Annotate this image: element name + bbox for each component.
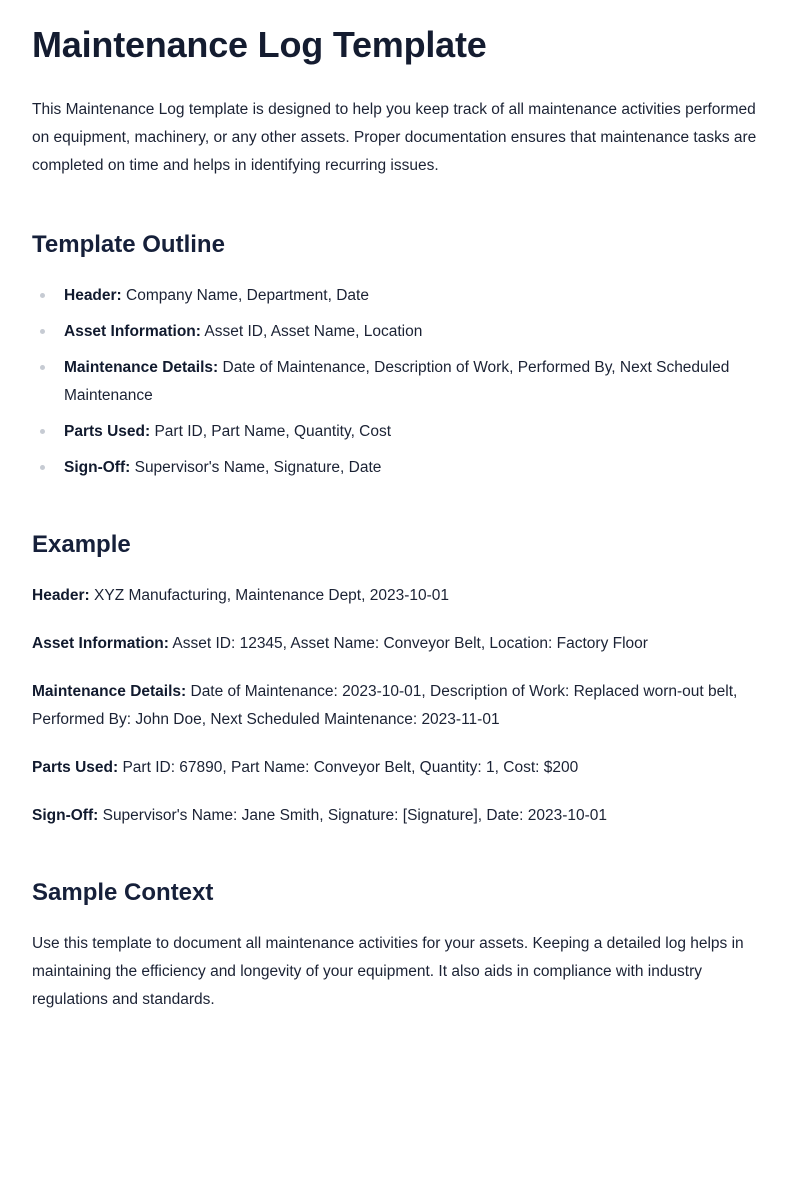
item-text: Date of Maintenance, Description of Work, Performed By, Next Scheduled Maintenance xyxy=(64,359,730,404)
example-entry xyxy=(32,802,768,830)
bullet-icon xyxy=(40,465,45,470)
bullet-icon xyxy=(40,293,45,298)
entry-label: Maintenance Details: xyxy=(32,683,187,700)
list-item xyxy=(32,354,768,410)
sample-context-paragraph: Use this template to document all maintenance activities for your assets. Keeping a detailed log helps in maintaining the efficiency and longevity of your equipment. It also aids in compliance with industry regulations and standards. xyxy=(32,935,744,1008)
entry-label: Parts Used: xyxy=(32,759,119,776)
item-label: Parts Used: xyxy=(64,423,151,440)
intro-paragraph: This Maintenance Log template is designed to help you keep track of all maintenance activities performed on equipment, machinery, or any other assets. Proper documentation ensures that maintenance tasks are completed on time and helps in identifying recurring issues. xyxy=(32,101,757,174)
example-entry xyxy=(32,754,768,782)
item-label: Header: xyxy=(64,287,122,304)
entry-label: Asset Information: xyxy=(32,635,169,652)
entry-label: Header: xyxy=(32,587,90,604)
entry-text: Date of Maintenance: 2023-10-01, Description of Work: Replaced worn-out belt, Performed By: John Doe, Next Scheduled Maintenance: 2023-11-01 xyxy=(32,683,738,728)
item-label: Maintenance Details: xyxy=(64,359,219,376)
example-entry xyxy=(32,582,768,610)
item-label: Asset Information: xyxy=(64,323,201,340)
template-outline-heading: Template Outline xyxy=(32,231,225,258)
list-item xyxy=(32,454,768,482)
list-item xyxy=(32,282,768,310)
template-outline-list xyxy=(32,282,768,482)
list-item xyxy=(32,318,768,346)
item-text: Supervisor's Name, Signature, Date xyxy=(130,459,382,476)
entry-text: Supervisor's Name: Jane Smith, Signature: [Signature], Date: 2023-10-01 xyxy=(98,807,607,824)
entry-text: Part ID: 67890, Part Name: Conveyor Belt, Quantity: 1, Cost: $200 xyxy=(118,759,579,776)
bullet-icon xyxy=(40,329,45,334)
sample-context-heading: Sample Context xyxy=(32,879,214,906)
list-item xyxy=(32,418,768,446)
example-section xyxy=(32,582,768,830)
example-heading: Example xyxy=(32,531,131,558)
bullet-icon xyxy=(40,365,45,370)
entry-label: Sign-Off: xyxy=(32,807,99,824)
entry-text: Asset ID: 12345, Asset Name: Conveyor Belt, Location: Factory Floor xyxy=(168,635,648,652)
item-text: Asset ID, Asset Name, Location xyxy=(200,323,423,340)
page-title: Maintenance Log Template xyxy=(32,24,487,65)
item-label: Sign-Off: xyxy=(64,459,131,476)
entry-text: XYZ Manufacturing, Maintenance Dept, 2023-10-01 xyxy=(89,587,450,604)
item-text: Part ID, Part Name, Quantity, Cost xyxy=(150,423,392,440)
item-text: Company Name, Department, Date xyxy=(121,287,369,304)
example-entry xyxy=(32,630,768,658)
example-entry xyxy=(32,678,768,734)
bullet-icon xyxy=(40,429,45,434)
